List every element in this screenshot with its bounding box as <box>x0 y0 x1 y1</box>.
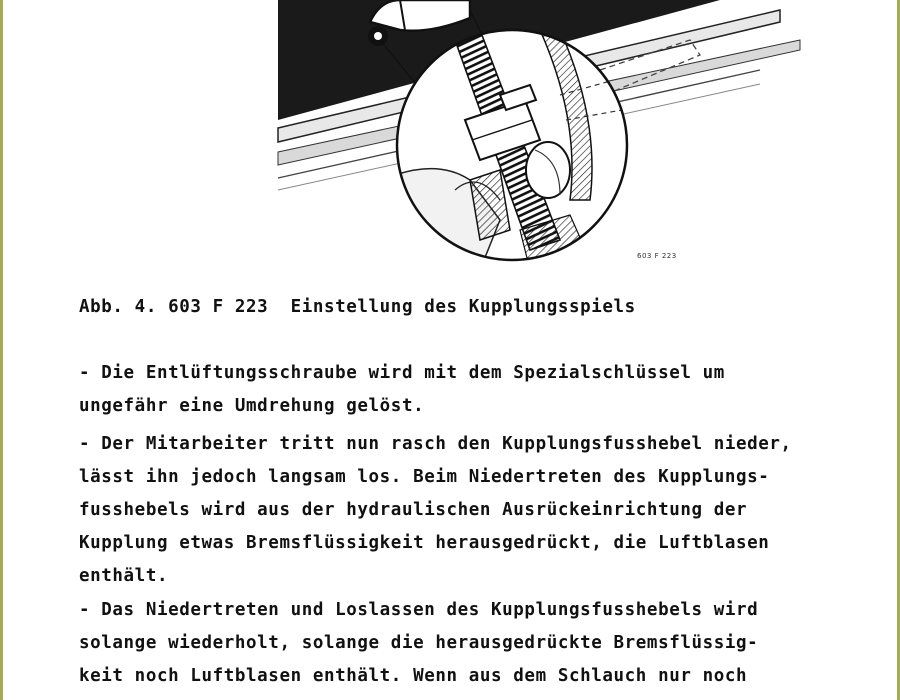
text-line: - Das Niedertreten und Loslassen des Kupplungsfusshebels wird <box>79 600 759 620</box>
text-line: Kupplung etwas Bremsflüssigkeit herausgedrückt, die Luftblasen <box>79 533 770 553</box>
text-line: lässt ihn jedoch langsam los. Beim Niedertreten des Kupplungs- <box>79 467 770 487</box>
paragraph-1 <box>79 357 894 423</box>
text-line: solange wiederholt, solange die herausgedrückte Bremsflüssig- <box>79 633 759 653</box>
paragraph-2 <box>79 428 894 593</box>
paragraph-3 <box>79 594 894 693</box>
clutch-adjustment-illustration <box>270 0 900 270</box>
text-line: keit noch Luftblasen enthält. Wenn aus dem Schlauch nur noch <box>79 666 748 686</box>
figure-caption: Abb. 4. 603 F 223 Einstellung des Kupplungsspiels <box>79 297 636 317</box>
figure-code-label: 603 F 223 <box>637 252 677 260</box>
text-line: - Der Mitarbeiter tritt nun rasch den Kupplungsfusshebel nieder, <box>79 434 792 454</box>
text-line: - Die Entlüftungsschraube wird mit dem Spezialschlüssel um <box>79 363 725 383</box>
text-line: ungefähr eine Umdrehung gelöst. <box>79 396 425 416</box>
text-line: enthält. <box>79 566 169 586</box>
text-line: fusshebels wird aus der hydraulischen Ausrückeinrichtung der <box>79 500 748 520</box>
